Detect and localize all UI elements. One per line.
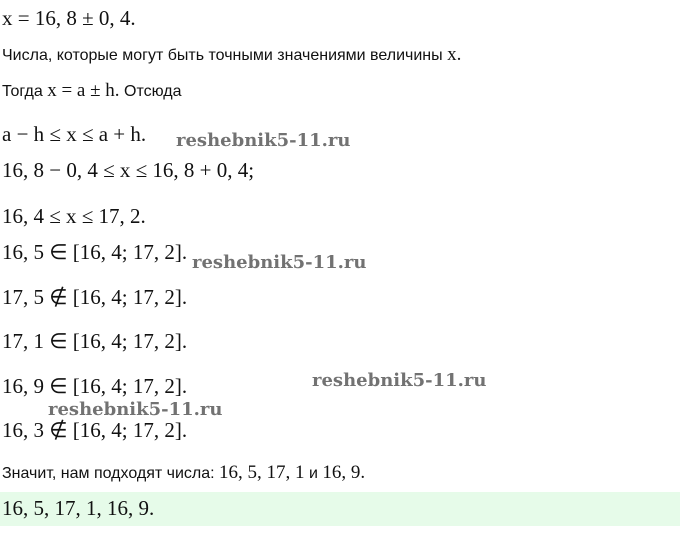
conclusion-and: и [304,465,323,482]
answer-box [0,492,680,526]
inequality-range: 16, 4 ≤ x ≤ 17, 2. [2,204,146,228]
formula-x-a-h: x = a ± h. [47,80,120,101]
watermark: reshebnik5-11.ru [312,370,487,391]
check-16-5: 16, 5 ∈ [16, 4; 17, 2]. [2,240,188,264]
text-line-then [2,80,181,102]
var-x: x. [447,44,462,65]
then-label: Тогда [2,83,48,100]
inequality-substituted: 16, 8 − 0, 4 ≤ x ≤ 16, 8 + 0, 4; [2,158,255,182]
conclusion-last: 16, 9. [322,462,366,483]
hence-label: Отсюда [119,83,182,100]
conclusion-numbers: 16, 5, 17, 1 [219,462,305,483]
conclusion-text: Значит, нам подходят числа: [2,465,220,482]
equation-x-value: x = 16, 8 ± 0, 4. [2,6,136,30]
conclusion-line [2,462,365,484]
watermark: reshebnik5-11.ru [176,130,351,151]
question-text: Числа, которые могут быть точными значениями величины [2,47,448,64]
inequality-general: a − h ≤ x ≤ a + h. [2,122,147,146]
check-16-9: 16, 9 ∈ [16, 4; 17, 2]. [2,374,188,398]
text-line-numbers-question [2,44,461,66]
check-16-3: 16, 3 ∉ [16, 4; 17, 2]. [2,418,188,442]
check-17-5: 17, 5 ∉ [16, 4; 17, 2]. [2,285,188,309]
check-17-1: 17, 1 ∈ [16, 4; 17, 2]. [2,329,188,353]
answer-value: 16, 5, 17, 1, 16, 9. [2,496,155,520]
watermark: reshebnik5-11.ru [192,252,367,273]
watermark: reshebnik5-11.ru [48,399,223,420]
